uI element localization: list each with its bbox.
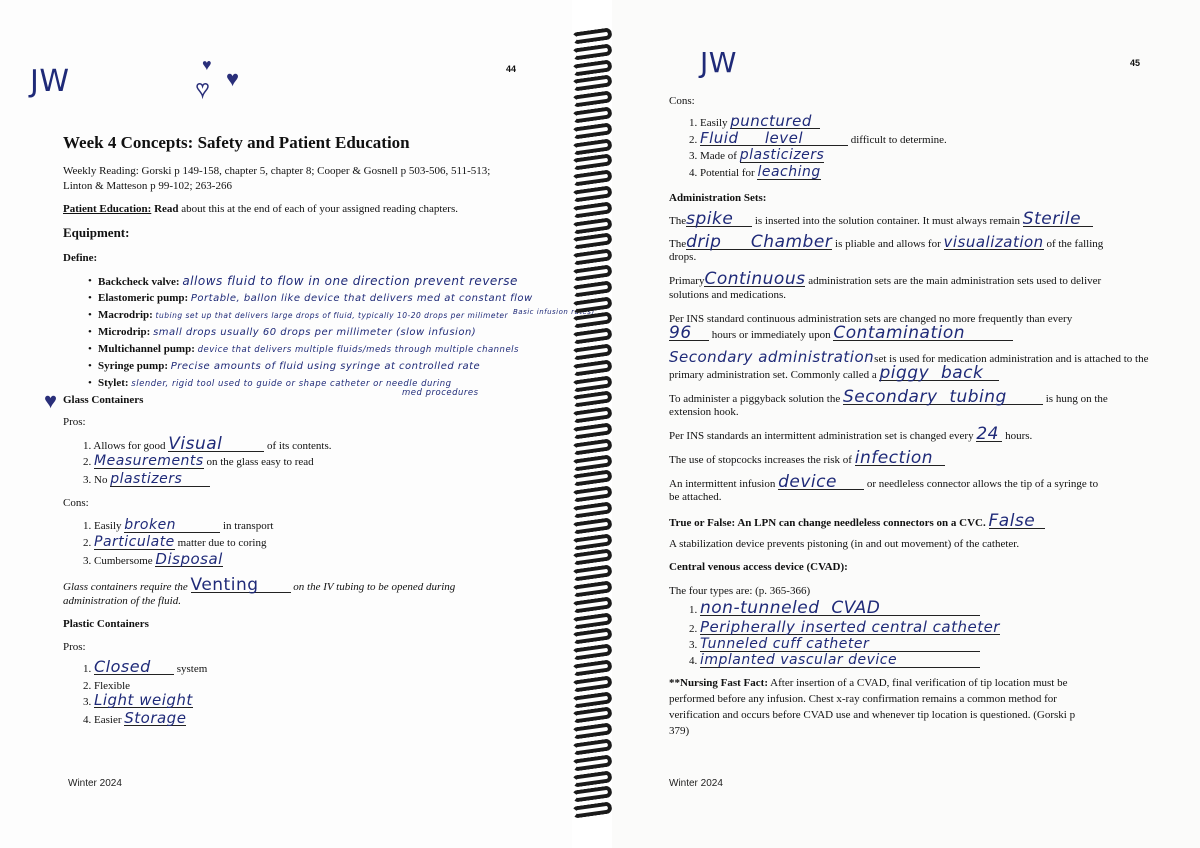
- spiral-coil: [571, 233, 612, 250]
- fast-fact-3: verification and occurs before CVAD use and whenever tip location is questioned. (Gorski p: [669, 709, 1076, 721]
- glass-con-3: 3. Cumbersome Disposal: [83, 550, 223, 568]
- heart-outline-icon: ♥: [196, 76, 210, 101]
- spiral-coil: [571, 75, 612, 92]
- spiral-coil: [571, 201, 612, 218]
- spiral-binding: [568, 30, 616, 830]
- ins-statement: Per INS standard continuous administration sets are changed no more frequently than every: [669, 313, 1073, 325]
- definition-backcheck: • Backcheck valve: allows fluid to flow in one direction prevent reverse: [98, 274, 518, 289]
- definition-elastomeric: • Elastomeric pump: Portable, ballon like device that delivers med at constant flow: [98, 291, 533, 306]
- patient-ed-read: Read: [154, 203, 179, 215]
- equipment-heading: Equipment:: [63, 225, 130, 240]
- four-types-label: The four types are: (p. 365-366): [669, 585, 811, 597]
- spiral-coil: [571, 517, 612, 534]
- right-page: [612, 0, 1200, 848]
- spiral-coil: [571, 359, 612, 376]
- footer-right: Winter 2024: [669, 778, 723, 789]
- drip-statement: Thedrip Chamber is pliable and allows for visualization of the falling: [669, 232, 1104, 252]
- secondary-statement-2: primary administration set. Commonly called a piggy back: [669, 366, 999, 382]
- spiral-coil: [571, 549, 612, 566]
- spiral-coil: [571, 185, 612, 202]
- define-label: Define:: [63, 252, 98, 264]
- spiral-coil: [571, 248, 612, 265]
- spiral-coil: [571, 312, 612, 329]
- spiral-coil: [571, 580, 612, 597]
- spiral-coil: [571, 122, 612, 139]
- drip-statement-2: drops.: [669, 251, 697, 263]
- spiral-coil: [571, 722, 612, 739]
- heart-filled-icon: ♥: [226, 66, 240, 91]
- spiral-coil: [571, 90, 612, 107]
- page-number-left: 44: [506, 64, 517, 74]
- venting-statement-2: administration of the fluid.: [63, 595, 181, 607]
- spiral-coil: [571, 564, 612, 581]
- plastic-pro-1: 1. Closed system: [83, 657, 208, 676]
- spiral-coil: [571, 138, 612, 155]
- spiral-coil: [571, 628, 612, 645]
- definition-stylet: • Stylet: slender, rigid tool used to guide or shape catheter or needle during: [98, 376, 452, 391]
- device-statement: An intermittent infusion device or needleless connector allows the tip of a syringe to: [669, 472, 1099, 492]
- plastic-pro-4: 4. Easier Storage: [83, 709, 187, 727]
- spiral-coil: [571, 43, 612, 60]
- heart-doodle-icon: ♥: [202, 57, 212, 74]
- spiral-coil: [571, 675, 612, 692]
- definition-syringe-pump: • Syringe pump: Precise amounts of fluid using syringe at controlled rate: [98, 359, 480, 374]
- spiral-coil: [571, 801, 612, 818]
- spiral-coil: [571, 786, 612, 803]
- patient-education: [63, 202, 458, 216]
- spiral-coil: [571, 438, 612, 455]
- spiral-coil: [571, 707, 612, 724]
- page-title: Week 4 Concepts: Safety and Patient Education: [63, 133, 410, 152]
- spiral-coil: [571, 59, 612, 76]
- spiral-coil: [571, 470, 612, 487]
- definition-multichannel: • Multichannel pump: device that delivers multiple fluids/meds through multiple channels: [98, 342, 519, 357]
- spiral-coil: [571, 375, 612, 392]
- intermittent-statement: Per INS standards an intermittent administration set is changed every 24 hours.: [669, 424, 1033, 444]
- plastic-con-4: 4. Potential for leaching: [689, 164, 821, 180]
- definition-macrodrip: • Macrodrip: tubing set up that delivers large drops of fluid, typically 10-20 drops per milimeter: [98, 308, 508, 323]
- glass-pro-2: 2. Measurements on the glass easy to read: [83, 453, 314, 469]
- spiral-coil: [571, 643, 612, 660]
- cvad-type-4: 4. implanted vascular device: [689, 653, 980, 668]
- spiral-coil: [571, 406, 612, 423]
- weekly-reading: Weekly Reading: Gorski p 149-158, chapter 5, chapter 8; Cooper & Gosnell p 503-506, 511-513;: [63, 165, 491, 177]
- fast-fact-1: **Nursing Fast Fact: After insertion of a CVAD, final verification of tip location must be: [669, 677, 1068, 689]
- spiral-coil: [571, 485, 612, 502]
- primary-statement-2: solutions and medications.: [669, 289, 787, 301]
- glass-pros-label: Pros:: [63, 416, 86, 428]
- cvad-type-2: 2. Peripherally inserted central catheter: [689, 618, 1000, 636]
- spiral-coil: [571, 659, 612, 676]
- glass-pro-1: 1. Allows for good Visual of its contents.: [83, 434, 332, 454]
- spiral-coil: [571, 596, 612, 613]
- macrodrip-side-note: Basic infusion rates): [513, 308, 595, 316]
- patient-ed-label: Patient Education:: [63, 203, 152, 215]
- cvad-heading: Central venous access device (CVAD):: [669, 561, 848, 573]
- left-page: [0, 0, 595, 848]
- spiral-coil: [571, 296, 612, 313]
- glass-pro-3: 3. No plastizers: [83, 472, 210, 487]
- spiral-coil: [571, 454, 612, 471]
- plastic-pro-2: 2. Flexible: [83, 680, 131, 692]
- spiral-coil: [571, 691, 612, 708]
- fast-fact-4: 379): [669, 725, 690, 737]
- spiral-coil: [571, 422, 612, 439]
- spiral-coil: [571, 264, 612, 281]
- stopcock-statement: The use of stopcocks increases the risk of infection: [669, 451, 945, 467]
- glass-cons-label: Cons:: [63, 497, 89, 509]
- spiral-coil: [571, 27, 612, 44]
- piggyback-statement-2: extension hook.: [669, 406, 739, 418]
- spiral-coil: [571, 612, 612, 629]
- spike-statement: Thespike is inserted into the solution container. It must always remain Sterile: [669, 212, 1093, 228]
- spiral-coil: [571, 770, 612, 787]
- cvad-type-1: 1. non-tunneled CVAD: [689, 601, 980, 617]
- page-number-right: 45: [1130, 58, 1141, 68]
- spiral-coil: [571, 169, 612, 186]
- glass-con-1: 1. Easily broken in transport: [83, 517, 274, 533]
- venting-statement: Glass containers require the Venting on the IV tubing to be opened during: [63, 575, 456, 595]
- heart-margin-icon: ♥: [44, 388, 58, 413]
- plastic-con-1: 1. Easily punctured: [689, 114, 820, 130]
- secondary-statement: Secondary administrationset is used for medication administration and is attached to the: [669, 348, 1149, 366]
- spiral-coil: [571, 327, 612, 344]
- true-false-question: True or False: An LPN can change needleless connectors on a CVC. False: [669, 514, 1045, 530]
- stylet-continuation: med procedures: [402, 388, 479, 398]
- spiral-coil: [571, 738, 612, 755]
- plastic-pros-label: Pros:: [63, 641, 86, 653]
- stabilization-statement: A stabilization device prevents pistoning (in and out movement) of the catheter.: [669, 538, 1020, 550]
- plastic-con-3: 3. Made of plasticizers: [689, 147, 825, 163]
- spiral-coil: [571, 154, 612, 171]
- plastic-heading: Plastic Containers: [63, 618, 149, 630]
- cvad-type-3: 3. Tunneled cuff catheter: [689, 637, 980, 652]
- spiral-coil: [571, 533, 612, 550]
- ins-statement-2: 96 hours or immediately upon Contamination: [669, 326, 1013, 342]
- spiral-coil: [571, 217, 612, 234]
- glass-con-2: 2. Particulate matter due to coring: [83, 534, 267, 550]
- spiral-coil: [571, 106, 612, 123]
- admin-sets-heading: Administration Sets:: [669, 192, 767, 204]
- weekly-reading-2: Linton & Matteson p 99-102; 263-266: [63, 180, 232, 192]
- footer-left: Winter 2024: [68, 778, 122, 789]
- primary-statement: PrimaryContinuous administration sets are the main administration sets used to deliver: [669, 269, 1102, 289]
- plastic-pro-3: 3. Light weight: [83, 691, 193, 709]
- piggyback-statement: To administer a piggyback solution the Secondary tubing is hung on the: [669, 387, 1108, 407]
- initials-left: JW: [30, 64, 70, 99]
- patient-ed-text: about this at the end of each of your assigned reading chapters.: [181, 203, 459, 215]
- device-statement-2: be attached.: [669, 491, 722, 503]
- spiral-coil: [571, 343, 612, 360]
- spiral-coil: [571, 280, 612, 297]
- glass-heading: Glass Containers: [63, 394, 144, 406]
- spiral-coil: [571, 501, 612, 518]
- plastic-con-2: 2. Fluid level difficult to determine.: [689, 129, 947, 147]
- spiral-coil: [571, 754, 612, 771]
- spiral-coil: [571, 391, 612, 408]
- definition-microdrip: • Microdrip: small drops usually 60 drops per millimeter (slow infusion): [98, 325, 476, 340]
- plastic-cons-label: Cons:: [669, 95, 695, 107]
- fast-fact-2: performed before any infusion. Chest x-ray confirmation remains a common method for: [669, 693, 1057, 705]
- initials-right: JW: [700, 46, 737, 79]
